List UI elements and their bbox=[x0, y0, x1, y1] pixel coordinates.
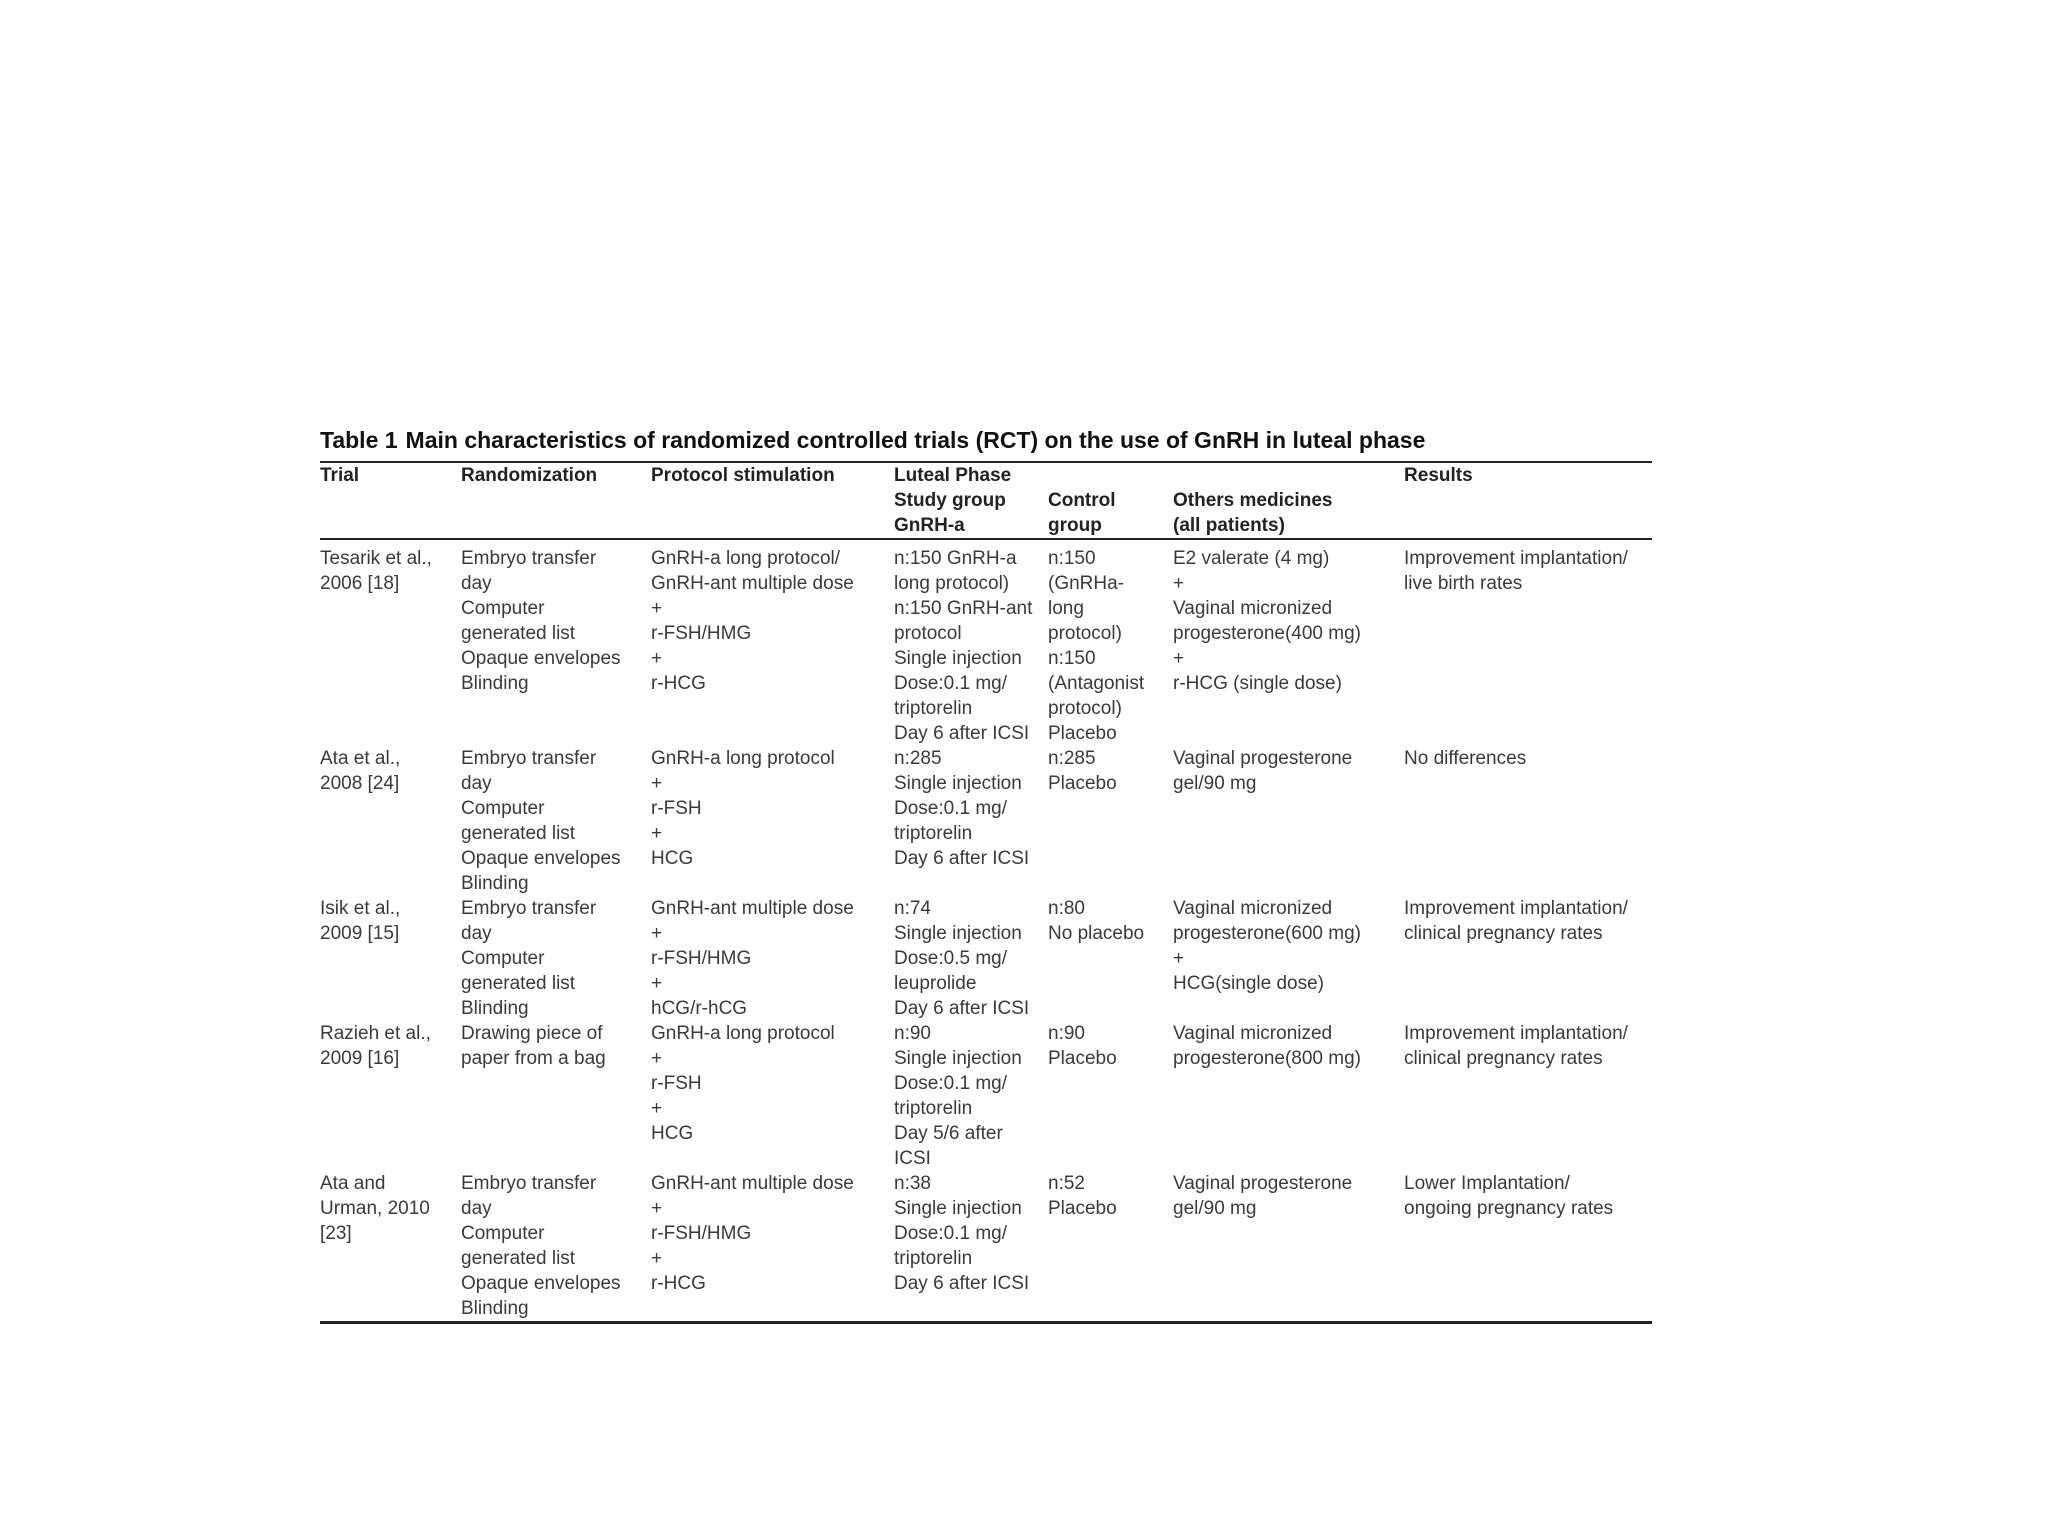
cell-study-group-line: Dose:0.1 mg/ bbox=[894, 1073, 1007, 1094]
table-caption bbox=[320, 425, 1652, 455]
cell-trial-line: Ata et al., bbox=[320, 748, 401, 769]
cell-randomization bbox=[461, 1021, 651, 1171]
cell-study-group-line: Day 5/6 after bbox=[894, 1123, 1003, 1144]
cell-others-medicines-line: + bbox=[1173, 948, 1185, 969]
cell-others-medicines-line: progesterone(800 mg) bbox=[1173, 1048, 1361, 1069]
cell-control-group-line: (GnRHa- bbox=[1048, 573, 1125, 594]
cell-protocol-line: r-HCG bbox=[651, 673, 706, 694]
cell-protocol-line: + bbox=[651, 773, 663, 794]
cell-control-group-line: n:80 bbox=[1048, 898, 1085, 919]
cell-protocol-line: + bbox=[651, 648, 663, 669]
cell-randomization bbox=[461, 746, 651, 896]
header-row-2 bbox=[320, 488, 1652, 539]
cell-study-group-line: triptorelin bbox=[894, 823, 973, 844]
header-study-group-line: Study group bbox=[894, 490, 1006, 511]
cell-study-group-line: Single injection bbox=[894, 648, 1022, 669]
cell-protocol-line: hCG/r-hCG bbox=[651, 998, 748, 1019]
cell-study-group-line: Day 6 after ICSI bbox=[894, 1273, 1030, 1294]
cell-results-line: Improvement implantation/ bbox=[1404, 898, 1628, 919]
table-body bbox=[320, 539, 1652, 1323]
cell-randomization-line: day bbox=[461, 773, 492, 794]
cell-randomization-line: generated list bbox=[461, 1248, 576, 1269]
cell-study-group bbox=[894, 746, 1048, 896]
header-study-group bbox=[894, 488, 1048, 539]
header-spacer bbox=[461, 488, 651, 539]
cell-trial-line: Isik et al., bbox=[320, 898, 401, 919]
cell-trial-line: 2006 [18] bbox=[320, 573, 400, 594]
cell-control-group-line: n:150 bbox=[1048, 548, 1096, 569]
cell-control-group bbox=[1048, 539, 1173, 746]
header-spacer bbox=[651, 488, 894, 539]
cell-control-group-line: protocol) bbox=[1048, 698, 1122, 719]
cell-trial-line: 2009 [15] bbox=[320, 923, 400, 944]
cell-control-group-line: protocol) bbox=[1048, 623, 1122, 644]
header-control-group-line: group bbox=[1048, 515, 1102, 536]
cell-randomization-line: Computer bbox=[461, 598, 545, 619]
cell-control-group-line: No placebo bbox=[1048, 923, 1145, 944]
cell-study-group-line: triptorelin bbox=[894, 698, 973, 719]
cell-others-medicines-line: Vaginal micronized bbox=[1173, 598, 1333, 619]
cell-randomization-line: Blinding bbox=[461, 998, 529, 1019]
cell-protocol bbox=[651, 746, 894, 896]
cell-study-group-line: protocol bbox=[894, 623, 962, 644]
table-figure bbox=[320, 425, 1652, 1324]
cell-study-group-line: n:285 bbox=[894, 748, 942, 769]
cell-trial bbox=[320, 746, 461, 896]
cell-protocol bbox=[651, 1171, 894, 1323]
cell-trial bbox=[320, 539, 461, 746]
cell-protocol bbox=[651, 896, 894, 1021]
cell-trial-line: 2009 [16] bbox=[320, 1048, 400, 1069]
cell-study-group-line: ICSI bbox=[894, 1148, 931, 1169]
cell-others-medicines-line: + bbox=[1173, 648, 1185, 669]
cell-control-group bbox=[1048, 896, 1173, 1021]
cell-randomization-line: generated list bbox=[461, 973, 576, 994]
cell-study-group-line: triptorelin bbox=[894, 1098, 973, 1119]
cell-study-group bbox=[894, 1021, 1048, 1171]
cell-study-group-line: Dose:0.5 mg/ bbox=[894, 948, 1007, 969]
cell-protocol-line: + bbox=[651, 1248, 663, 1269]
cell-results-line: clinical pregnancy rates bbox=[1404, 923, 1603, 944]
cell-randomization-line: Computer bbox=[461, 1223, 545, 1244]
cell-trial bbox=[320, 896, 461, 1021]
cell-trial-line: [23] bbox=[320, 1223, 352, 1244]
cell-trial-line: Tesarik et al., bbox=[320, 548, 432, 569]
rct-table bbox=[320, 461, 1652, 1324]
cell-control-group bbox=[1048, 1171, 1173, 1323]
header-results: Results bbox=[1404, 465, 1473, 486]
cell-randomization-line: day bbox=[461, 573, 492, 594]
cell-study-group bbox=[894, 1171, 1048, 1323]
cell-results-line: Lower Implantation/ bbox=[1404, 1173, 1570, 1194]
cell-others-medicines-line: Vaginal progesterone bbox=[1173, 1173, 1353, 1194]
cell-randomization-line: Computer bbox=[461, 948, 545, 969]
cell-randomization-line: Blinding bbox=[461, 873, 529, 894]
cell-control-group-line: n:150 bbox=[1048, 648, 1096, 669]
cell-study-group-line: n:38 bbox=[894, 1173, 931, 1194]
cell-study-group-line: Day 6 after ICSI bbox=[894, 998, 1030, 1019]
cell-protocol-line: GnRH-ant multiple dose bbox=[651, 573, 854, 594]
cell-randomization-line: Embryo transfer bbox=[461, 1173, 597, 1194]
cell-others-medicines bbox=[1173, 746, 1404, 896]
cell-others-medicines-line: + bbox=[1173, 573, 1185, 594]
table-row bbox=[320, 896, 1652, 1021]
cell-study-group-line: Single injection bbox=[894, 773, 1022, 794]
cell-study-group-line: n:150 GnRH-ant bbox=[894, 598, 1033, 619]
cell-protocol-line: r-FSH/HMG bbox=[651, 623, 752, 644]
cell-others-medicines bbox=[1173, 896, 1404, 1021]
header-trial: Trial bbox=[320, 465, 360, 486]
header-spacer bbox=[1404, 488, 1652, 539]
cell-randomization-line: Blinding bbox=[461, 1298, 529, 1319]
cell-results bbox=[1404, 539, 1652, 746]
cell-others-medicines bbox=[1173, 1171, 1404, 1323]
cell-results-line: live birth rates bbox=[1404, 573, 1523, 594]
cell-randomization-line: generated list bbox=[461, 623, 576, 644]
cell-protocol-line: GnRH-a long protocol/ bbox=[651, 548, 841, 569]
cell-results-line: No differences bbox=[1404, 748, 1527, 769]
cell-trial bbox=[320, 1021, 461, 1171]
cell-control-group-line: n:285 bbox=[1048, 748, 1096, 769]
header-randomization: Randomization bbox=[461, 465, 598, 486]
cell-study-group-line: Day 6 after ICSI bbox=[894, 848, 1030, 869]
cell-results bbox=[1404, 896, 1652, 1021]
cell-protocol-line: + bbox=[651, 973, 663, 994]
cell-randomization-line: Opaque envelopes bbox=[461, 1273, 621, 1294]
header-study-group-line: GnRH-a bbox=[894, 515, 965, 536]
cell-randomization bbox=[461, 1171, 651, 1323]
cell-others-medicines-line: Vaginal micronized bbox=[1173, 898, 1333, 919]
header-protocol: Protocol stimulation bbox=[651, 465, 835, 486]
cell-others-medicines-line: E2 valerate (4 mg) bbox=[1173, 548, 1330, 569]
cell-study-group-line: long protocol) bbox=[894, 573, 1010, 594]
cell-study-group-line: n:90 bbox=[894, 1023, 931, 1044]
cell-results bbox=[1404, 1171, 1652, 1323]
cell-trial-line: Ata and bbox=[320, 1173, 386, 1194]
cell-protocol-line: r-HCG bbox=[651, 1273, 706, 1294]
cell-control-group-line: Placebo bbox=[1048, 1048, 1117, 1069]
cell-others-medicines-line: HCG(single dose) bbox=[1173, 973, 1324, 994]
cell-results-line: Improvement implantation/ bbox=[1404, 1023, 1628, 1044]
cell-results bbox=[1404, 746, 1652, 896]
cell-others-medicines-line: r-HCG (single dose) bbox=[1173, 673, 1342, 694]
cell-study-group-line: Single injection bbox=[894, 923, 1022, 944]
table-row bbox=[320, 1021, 1652, 1171]
header-others-medicines bbox=[1173, 488, 1404, 539]
header-control-group bbox=[1048, 488, 1173, 539]
cell-study-group bbox=[894, 539, 1048, 746]
cell-results bbox=[1404, 1021, 1652, 1171]
cell-randomization-line: generated list bbox=[461, 823, 576, 844]
table-row bbox=[320, 1171, 1652, 1323]
table-caption-number: Table 1 bbox=[320, 427, 398, 453]
cell-protocol-line: + bbox=[651, 823, 663, 844]
header-others-line: (all patients) bbox=[1173, 515, 1285, 536]
cell-study-group-line: triptorelin bbox=[894, 1248, 973, 1269]
cell-control-group-line: Placebo bbox=[1048, 773, 1117, 794]
cell-protocol-line: r-FSH/HMG bbox=[651, 948, 752, 969]
cell-randomization-line: Computer bbox=[461, 798, 545, 819]
cell-others-medicines-line: progesterone(600 mg) bbox=[1173, 923, 1361, 944]
cell-randomization bbox=[461, 539, 651, 746]
cell-randomization-line: day bbox=[461, 923, 492, 944]
cell-trial-line: 2008 [24] bbox=[320, 773, 400, 794]
cell-others-medicines bbox=[1173, 1021, 1404, 1171]
cell-others-medicines-line: Vaginal micronized bbox=[1173, 1023, 1333, 1044]
cell-randomization-line: Drawing piece of bbox=[461, 1023, 603, 1044]
cell-control-group-line: Placebo bbox=[1048, 1198, 1117, 1219]
cell-protocol-line: GnRH-ant multiple dose bbox=[651, 898, 854, 919]
table-caption-text: Main characteristics of randomized controlled trials (RCT) on the use of GnRH in luteal phase bbox=[405, 427, 1426, 453]
header-luteal-phase: Luteal Phase bbox=[894, 465, 1012, 486]
cell-randomization-line: Opaque envelopes bbox=[461, 848, 621, 869]
cell-protocol-line: r-FSH bbox=[651, 1073, 702, 1094]
cell-control-group bbox=[1048, 1021, 1173, 1171]
cell-control-group bbox=[1048, 746, 1173, 896]
cell-protocol-line: r-FSH/HMG bbox=[651, 1223, 752, 1244]
cell-study-group-line: Single injection bbox=[894, 1048, 1022, 1069]
header-row-1 bbox=[320, 462, 1652, 488]
cell-protocol-line: HCG bbox=[651, 848, 694, 869]
cell-control-group-line: n:52 bbox=[1048, 1173, 1085, 1194]
cell-protocol bbox=[651, 1021, 894, 1171]
cell-others-medicines-line: gel/90 mg bbox=[1173, 1198, 1257, 1219]
cell-others-medicines-line: progesterone(400 mg) bbox=[1173, 623, 1361, 644]
cell-protocol-line: + bbox=[651, 1048, 663, 1069]
cell-trial bbox=[320, 1171, 461, 1323]
header-control-group-line: Control bbox=[1048, 490, 1116, 511]
cell-others-medicines bbox=[1173, 539, 1404, 746]
cell-results-line: Improvement implantation/ bbox=[1404, 548, 1628, 569]
cell-results-line: ongoing pregnancy rates bbox=[1404, 1198, 1614, 1219]
cell-study-group-line: Dose:0.1 mg/ bbox=[894, 798, 1007, 819]
cell-control-group-line: (Antagonist bbox=[1048, 673, 1145, 694]
cell-control-group-line: long bbox=[1048, 598, 1084, 619]
cell-randomization-line: Opaque envelopes bbox=[461, 648, 621, 669]
cell-study-group-line: Day 6 after ICSI bbox=[894, 723, 1030, 744]
cell-study-group-line: Single injection bbox=[894, 1198, 1022, 1219]
cell-protocol-line: HCG bbox=[651, 1123, 694, 1144]
cell-study-group-line: Dose:0.1 mg/ bbox=[894, 673, 1007, 694]
cell-others-medicines-line: gel/90 mg bbox=[1173, 773, 1257, 794]
cell-trial-line: Razieh et al., bbox=[320, 1023, 431, 1044]
cell-study-group-line: leuprolide bbox=[894, 973, 977, 994]
cell-protocol-line: GnRH-ant multiple dose bbox=[651, 1173, 854, 1194]
cell-study-group-line: n:150 GnRH-a bbox=[894, 548, 1017, 569]
cell-study-group bbox=[894, 896, 1048, 1021]
cell-protocol-line: + bbox=[651, 1098, 663, 1119]
cell-randomization-line: paper from a bag bbox=[461, 1048, 606, 1069]
cell-study-group-line: Dose:0.1 mg/ bbox=[894, 1223, 1007, 1244]
table-row bbox=[320, 746, 1652, 896]
cell-protocol-line: + bbox=[651, 598, 663, 619]
cell-control-group-line: n:90 bbox=[1048, 1023, 1085, 1044]
header-spacer bbox=[320, 488, 461, 539]
cell-protocol-line: GnRH-a long protocol bbox=[651, 748, 835, 769]
cell-randomization-line: day bbox=[461, 1198, 492, 1219]
cell-randomization-line: Embryo transfer bbox=[461, 748, 597, 769]
cell-results-line: clinical pregnancy rates bbox=[1404, 1048, 1603, 1069]
cell-randomization-line: Blinding bbox=[461, 673, 529, 694]
cell-control-group-line: Placebo bbox=[1048, 723, 1117, 744]
cell-protocol-line: r-FSH bbox=[651, 798, 702, 819]
cell-randomization bbox=[461, 896, 651, 1021]
cell-others-medicines-line: Vaginal progesterone bbox=[1173, 748, 1353, 769]
cell-trial-line: Urman, 2010 bbox=[320, 1198, 430, 1219]
cell-protocol bbox=[651, 539, 894, 746]
header-others-line: Others medicines bbox=[1173, 490, 1333, 511]
cell-randomization-line: Embryo transfer bbox=[461, 898, 597, 919]
cell-protocol-line: + bbox=[651, 1198, 663, 1219]
cell-study-group-line: n:74 bbox=[894, 898, 931, 919]
cell-protocol-line: + bbox=[651, 923, 663, 944]
cell-randomization-line: Embryo transfer bbox=[461, 548, 597, 569]
table-row bbox=[320, 539, 1652, 746]
cell-protocol-line: GnRH-a long protocol bbox=[651, 1023, 835, 1044]
